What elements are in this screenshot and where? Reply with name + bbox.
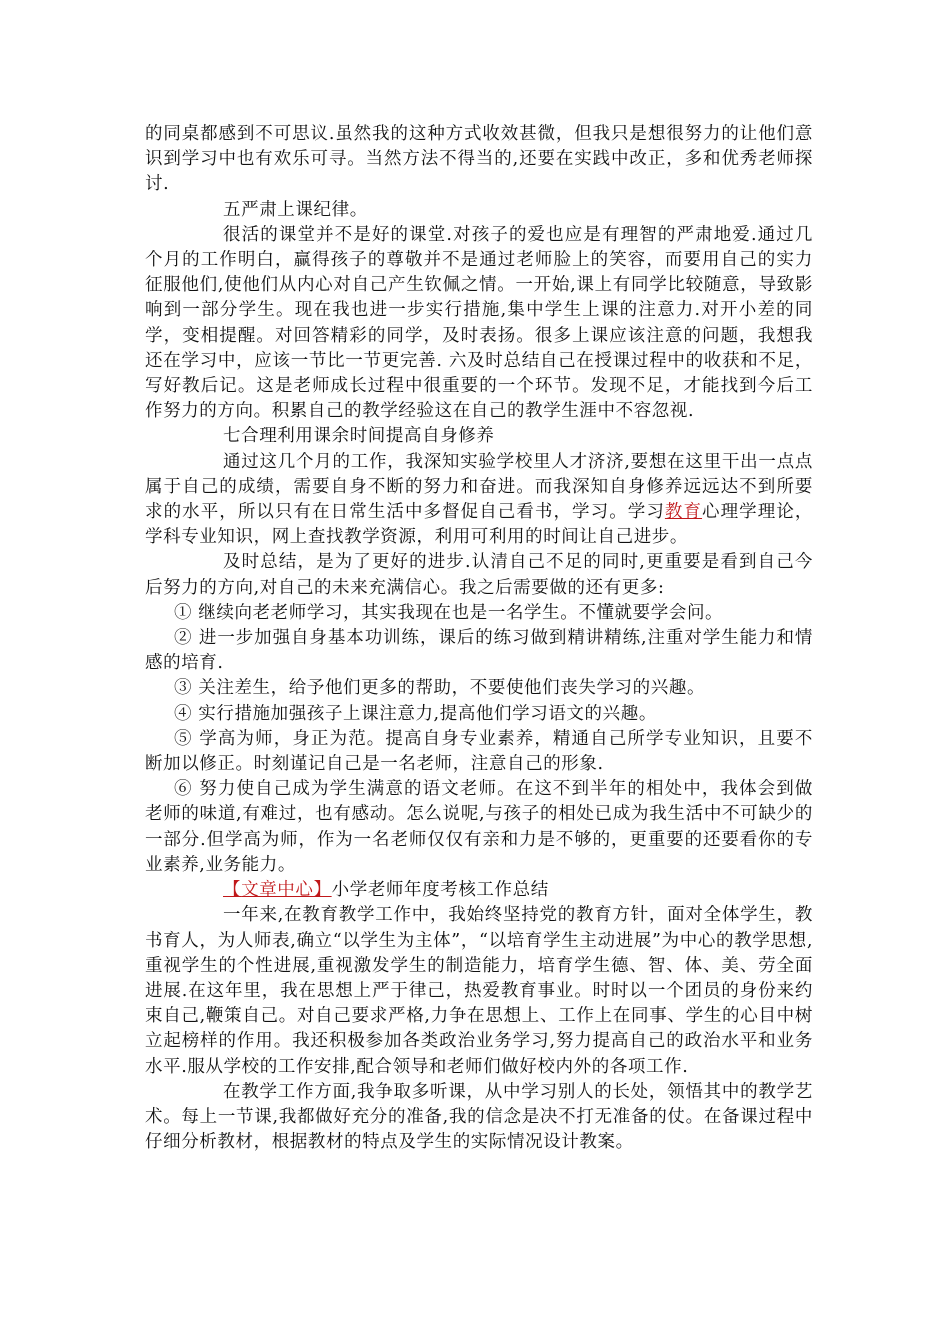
paragraph: 一年来,在教育教学工作中，我始终坚持党的教育方针，面对全体学生，教书育人，为人师表,确立“以学生为主体”，“以培育学生主动进展”为中心的教学思想,重视学生的个性进展,重视激发学生的制造能力，培育学生德、智、体、美、劳全面进展.在这年里，我在思想上严于律己，热爱教育事业。时时以一个团员的身份来约束自己,鞭策自己。对自己要求严格,力争在思想上、工作上在同事、学生的心目中树立起榜样的作用。我还积极参加各类政治业务学习,努力提高自己的政治水平和业务水平.服从学校的工作安排,配合领导和老师们做好校内外的各项工作. (145, 905, 813, 1077)
section-heading-5: 五严肃上课纪律。 (223, 199, 368, 220)
list-item: ⑤ 学高为师，身正为范。提高自身专业素养，精通自己所学专业知识，且要不断加以修正。时刻谨记自己是一名老师，注意自己的形象. (145, 728, 813, 775)
article-heading (145, 878, 813, 903)
article-center-link[interactable]: 文章中心 (241, 880, 314, 901)
paragraph (145, 450, 813, 551)
list-item: ⑥ 努力使自己成为学生满意的语文老师。在这不到半年的相处中，我体会到做老师的味道,有难过，也有感动。怎么说呢,与孩子的相处已成为我生活中不可缺少的一部分.但学高为师，作为一名老师仅仅有亲和力是不够的，更重要的还要看你的专业素养,业务能力。 (145, 779, 813, 875)
paragraph: 及时总结，是为了更好的进步.认清自己不足的同时,更重要是看到自己今后努力的方向,对自己的未来充满信心。我之后需要做的还有更多: (145, 552, 813, 598)
article-title: 小学老师年度考核工作总结 (331, 880, 549, 901)
section-heading-7: 七合理利用课余时间提高自身修养 (223, 426, 495, 447)
list-item: ② 进一步加强自身基本功训练，课后的练习做到精讲精练,注重对学生能力和情感的培育. (145, 628, 813, 674)
article-bracket-open: 【 (223, 880, 242, 901)
list-item: ④ 实行措施加强孩子上课注意力,提高他们学习语文的兴趣。 (174, 703, 657, 724)
paragraph: 很活的课堂并不是好的课堂.对孩子的爱也应是有理智的严肃地爱.通过几个月的工作明白，赢得孩子的尊敬并不是通过老师脸上的笑容，而要用自己的实力征服他们,使他们从内心对自己产生钦佩之情。一开始,课上有同学比较随意，导致影响到一部分学生。现在我也进一步实行措施,集中学生上课的注意力.对开小差的同学，变相提醒。对回答精彩的同学，及时表扬。很多上课应该注意的问题，我想我还在学习中，应该一节比一节更完善. 六及时总结自己在授课过程中的收获和不足，写好教后记。这是老师成长过程中很重要的一个环节。发现不足，才能找到今后工作努力的方向。积累自己的教学经验这在自己的教学生涯中不容忽视. (145, 224, 813, 422)
paragraph-text: 心理学理论，学科专业知识，网上查找教学资源，利用可利用的时间让自己进步。 (145, 502, 813, 548)
list-item: ① 继续向老老师学习，其实我现在也是一名学生。不懂就要学会问。 (174, 602, 724, 623)
list-item: ③ 关注差生，给予他们更多的帮助，不要使他们丧失学习的兴趣。 (174, 678, 706, 699)
education-link[interactable]: 教育 (664, 502, 703, 523)
document-body (145, 122, 813, 1155)
paragraph-text: 通过这几个月的工作，我深知实验学校里人才济济,要想在这里干出一点点属于自己的成绩，需要自身不断的努力和奋进。而我深知自身修养远远达不到所要求的水平，所以只有在日常生活中多督促自己看书，学习。学习 (145, 451, 813, 523)
article-bracket-close: 】 (313, 880, 332, 901)
paragraph: 在教学工作方面,我争取多听课，从中学习别人的长处，领悟其中的教学艺术。每上一节课,我都做好充分的准备,我的信念是决不打无准备的仗。在备课过程中仔细分析教材，根据教材的特点及学生的实际情况设计教案。 (145, 1081, 813, 1153)
paragraph: 的同桌都感到不可思议.虽然我的这种方式收效甚微，但我只是想很努力的让他们意识到学习中也有欢乐可寻。当然方法不得当的,还要在实践中改正，多和优秀老师探讨. (145, 124, 813, 195)
